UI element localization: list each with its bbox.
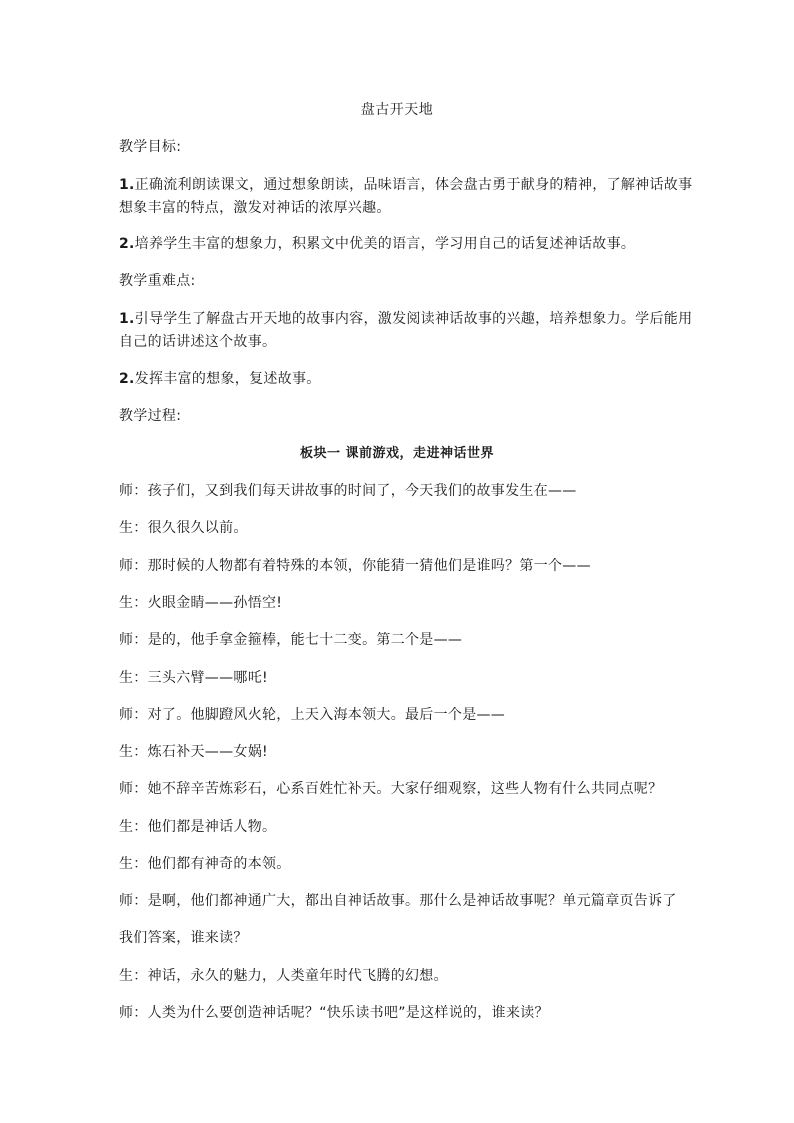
dialogue-line: 师：她不辞辛苦炼彩石，心系百姓忙补天。大家仔细观察，这些人物有什么共同点呢？ <box>119 781 663 797</box>
keypoint-1-line-1 <box>119 309 693 329</box>
dialogue-line: 师：是的，他手拿金箍棒，能七十二变。第二个是—— <box>119 632 463 648</box>
goal-1-line-1 <box>119 175 693 195</box>
keypoint-1-text-1: 引导学生了解盘古开天地的故事内容，激发阅读神话故事的兴趣，培养想象力。学后能用 <box>134 311 693 327</box>
goals-heading: 教学目标: <box>119 139 182 155</box>
section-1-title: 板块一 课前游戏，走进神话世界 <box>299 446 495 461</box>
dialogue-line: 生：火眼金睛——孙悟空! <box>119 595 283 611</box>
process-heading: 教学过程: <box>119 408 182 424</box>
goal-2-line-1 <box>119 234 679 254</box>
goal-2-number: 2. <box>119 236 135 252</box>
goal-1-number: 1. <box>119 177 135 193</box>
dialogue-line: 师：人类为什么要创造神话呢？“快乐读书吧”是这样说的，谁来读？ <box>119 1005 549 1021</box>
keypoint-2-number: 2. <box>119 371 135 387</box>
dialogue-line: 师：是啊，他们都神通广大，都出自神话故事。那什么是神话故事呢？单元篇章页告诉了 <box>119 893 677 909</box>
dialogue-line: 生：神话，永久的魅力，人类童年时代飞腾的幻想。 <box>119 968 448 984</box>
keypoint-2-line-1 <box>119 369 679 389</box>
dialogue-line: 生：炼石补天——女娲! <box>119 744 268 760</box>
keypoint-1-line-2: 自己的话讲述这个故事。 <box>119 334 277 350</box>
dialogue-line: 我们答案，谁来读？ <box>119 930 248 946</box>
dialogue-line: 师：对了。他脚蹬风火轮，上天入海本领大。最后一个是—— <box>119 707 506 723</box>
dialogue-line: 师：那时候的人物都有着特殊的本领，你能猜一猜他们是谁吗？第一个—— <box>119 558 591 574</box>
document-title: 盘古开天地 <box>360 102 434 118</box>
dialogue-line: 生：他们都有神奇的本领。 <box>119 856 291 872</box>
goal-1-text-1: 正确流利朗读课文，通过想象朗读，品味语言，体会盘古勇于献身的精神，了解神话故事 <box>134 177 693 193</box>
dialogue-line: 生：他们都是神话人物。 <box>119 819 277 835</box>
dialogue-line: 生：很久很久以前。 <box>119 520 248 536</box>
goal-1-line-2: 想象丰富的特点，激发对神话的浓厚兴趣。 <box>119 200 391 216</box>
keypoint-1-number: 1. <box>119 311 135 327</box>
keypoint-2-text-1: 发挥丰富的想象，复述故事。 <box>134 371 321 387</box>
keypoints-heading: 教学重难点: <box>119 273 196 289</box>
goal-2-text-1: 培养学生丰富的想象力，积累文中优美的语言，学习用自己的话复述神话故事。 <box>134 236 636 252</box>
dialogue-line: 师：孩子们，又到我们每天讲故事的时间了，今天我们的故事发生在—— <box>119 483 577 499</box>
dialogue-line: 生：三头六臂——哪吒! <box>119 670 268 686</box>
